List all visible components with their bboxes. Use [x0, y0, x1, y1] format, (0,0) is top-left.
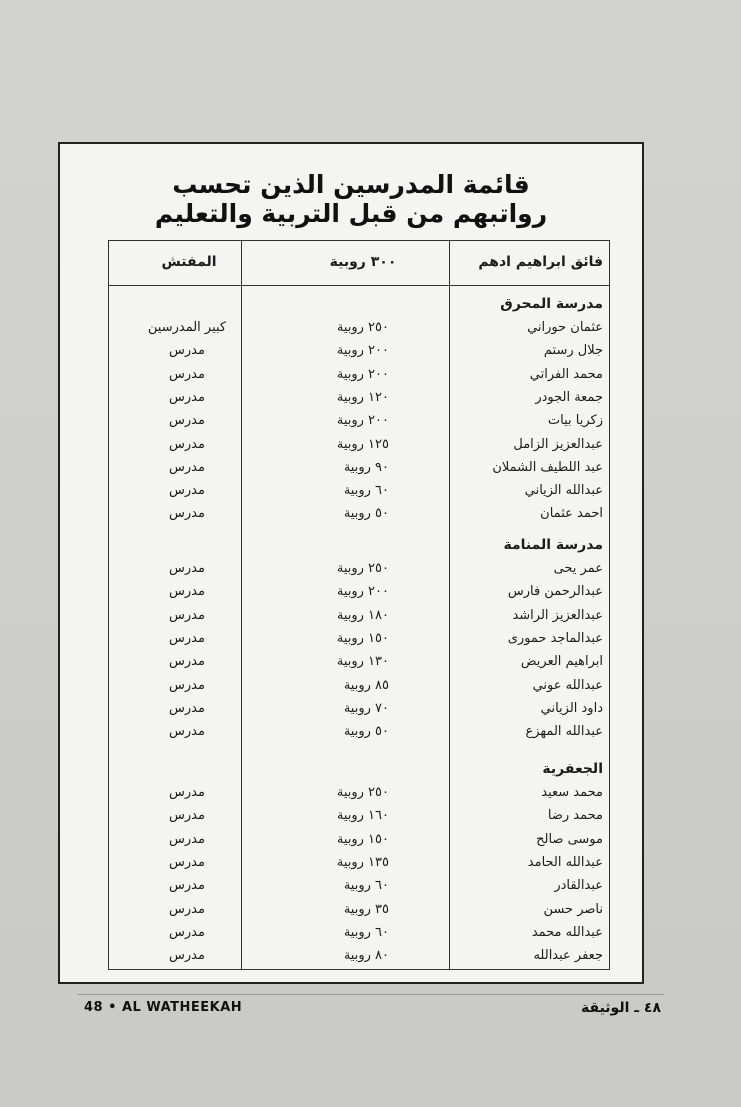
teacher-salary: ٦٠ روبية — [343, 878, 389, 894]
teacher-role: مدرس — [169, 677, 205, 693]
teacher-name: عبدالله عوني — [532, 677, 603, 693]
teacher-name: عمر يحى — [553, 561, 603, 576]
teacher-salary: ١٥٠ روبية — [336, 831, 389, 847]
section-title: مدرسة المحرق — [500, 296, 603, 312]
teacher-role: مدرس — [169, 413, 205, 429]
section-title: الجعفرية — [542, 761, 603, 777]
teacher-role: مدرس — [169, 483, 205, 499]
teacher-role: مدرس — [169, 924, 205, 940]
teacher-salary: ٢٥٠ روبية — [336, 785, 389, 800]
teacher-salary: ٦٠ روبية — [343, 924, 389, 940]
footer-rule — [78, 994, 664, 995]
teacher-salary: ٢٠٠ روبية — [336, 343, 389, 359]
teacher-name: عبدالله الحامد — [527, 854, 603, 870]
teacher-salary: ٣٥ روبية — [343, 901, 389, 917]
teacher-role: كبير المدرسين — [147, 320, 227, 335]
teacher-name: ابراهيم العريض — [520, 654, 603, 670]
teacher-role: مدرس — [169, 948, 205, 964]
teacher-role: مدرس — [169, 389, 205, 405]
teacher-salary: ٥٠ روبية — [343, 506, 389, 522]
title-line-2: رواتبهم من قبل التربية والتعليم — [154, 199, 548, 228]
teacher-salary: ٢٠٠ روبية — [336, 584, 389, 600]
teacher-name: جمعة الجودر — [535, 389, 603, 405]
teacher-role: مدرس — [169, 831, 205, 847]
section-title: مدرسة المنامة — [503, 537, 603, 553]
teacher-salary: ١٥٠ روبية — [336, 630, 389, 646]
teacher-salary: ١٣٠ روبية — [336, 654, 389, 670]
teacher-name: داود الزياني — [540, 700, 603, 716]
teacher-name: عبد اللطيف الشملان — [492, 459, 603, 475]
teacher-role: مدرس — [169, 854, 205, 870]
footer-page-label: 48 • AL WATHEEKAH — [84, 1000, 243, 1015]
teacher-name: جعفر عبدالله — [533, 948, 603, 964]
teacher-role: مدرس — [169, 459, 205, 475]
teacher-role: مدرس — [169, 700, 205, 716]
teacher-role: مدرس — [169, 366, 205, 382]
teacher-salary: ٨٠ روبية — [343, 948, 389, 964]
teacher-salary: ٥٠ روبية — [343, 724, 389, 740]
teacher-salary: ٢٥٠ روبية — [336, 320, 389, 335]
teachers-table — [108, 240, 610, 970]
teacher-name: عبدالماجد حمورى — [507, 630, 603, 646]
teacher-salary: ٨٥ روبية — [343, 677, 389, 693]
column-divider — [241, 241, 242, 969]
teacher-name: عبدالرحمن فارس — [507, 584, 603, 600]
header-inspector-name: فائق ابراهيم ادهم — [478, 254, 603, 270]
teacher-role: مدرس — [169, 901, 205, 917]
teacher-salary: ١٨٠ روبية — [336, 607, 389, 623]
teacher-salary: ٧٠ روبية — [343, 700, 389, 716]
title-line-1: قائمة المدرسين الذين تحسب — [172, 170, 530, 199]
teacher-salary: ٢٠٠ روبية — [336, 366, 389, 382]
header-inspector-role: المفتش — [161, 254, 217, 270]
teacher-role: مدرس — [169, 878, 205, 894]
teacher-salary: ١٢٥ روبية — [336, 436, 389, 452]
teacher-name: موسى صالح — [536, 831, 603, 847]
teacher-role: مدرس — [169, 343, 205, 359]
document-panel — [58, 142, 644, 984]
teacher-name: زكريا بيات — [547, 413, 603, 429]
teacher-name: محمد رضا — [547, 808, 603, 824]
teacher-name: عبدالله الزياني — [524, 483, 603, 499]
teacher-name: عبدالقادر — [554, 878, 603, 894]
teacher-name: عبدالعزيز الزامل — [513, 436, 603, 452]
teacher-name: جلال رستم — [543, 343, 603, 359]
teacher-salary: ٢٥٠ روبية — [336, 561, 389, 576]
teacher-role: مدرس — [169, 436, 205, 452]
teacher-role: مدرس — [169, 506, 205, 522]
teacher-name: عبدالله المهزع — [525, 724, 603, 740]
column-divider — [449, 241, 450, 969]
teacher-name: احمد عثمان — [540, 506, 603, 522]
teacher-role: مدرس — [169, 808, 205, 824]
teacher-name: محمد الفراتي — [529, 366, 603, 382]
teacher-role: مدرس — [169, 584, 205, 600]
teacher-role: مدرس — [169, 654, 205, 670]
teacher-salary: ٢٠٠ روبية — [336, 413, 389, 429]
teacher-name: عبدالعزيز الراشد — [512, 607, 603, 623]
teacher-name: ناصر حسن — [543, 901, 603, 917]
footer-page-label-arabic: ٤٨ ـ الوثيقة — [581, 1000, 661, 1016]
teacher-salary: ١٣٥ روبية — [336, 854, 389, 870]
teacher-name: عثمان حوراني — [527, 320, 603, 335]
teacher-role: مدرس — [169, 630, 205, 646]
teacher-salary: ٦٠ روبية — [343, 483, 389, 499]
teacher-salary: ١٦٠ روبية — [336, 808, 389, 824]
teacher-salary: ١٢٠ روبية — [336, 389, 389, 405]
teacher-role: مدرس — [169, 561, 205, 576]
teacher-role: مدرس — [169, 607, 205, 623]
teacher-name: عبدالله محمد — [531, 924, 603, 940]
teacher-role: مدرس — [169, 785, 205, 800]
teacher-role: مدرس — [169, 724, 205, 740]
header-divider — [109, 285, 609, 286]
teacher-salary: ٩٠ روبية — [343, 459, 389, 475]
header-inspector-salary: ٣٠٠ روبية — [329, 254, 397, 270]
teacher-name: محمد سعيد — [541, 785, 603, 800]
